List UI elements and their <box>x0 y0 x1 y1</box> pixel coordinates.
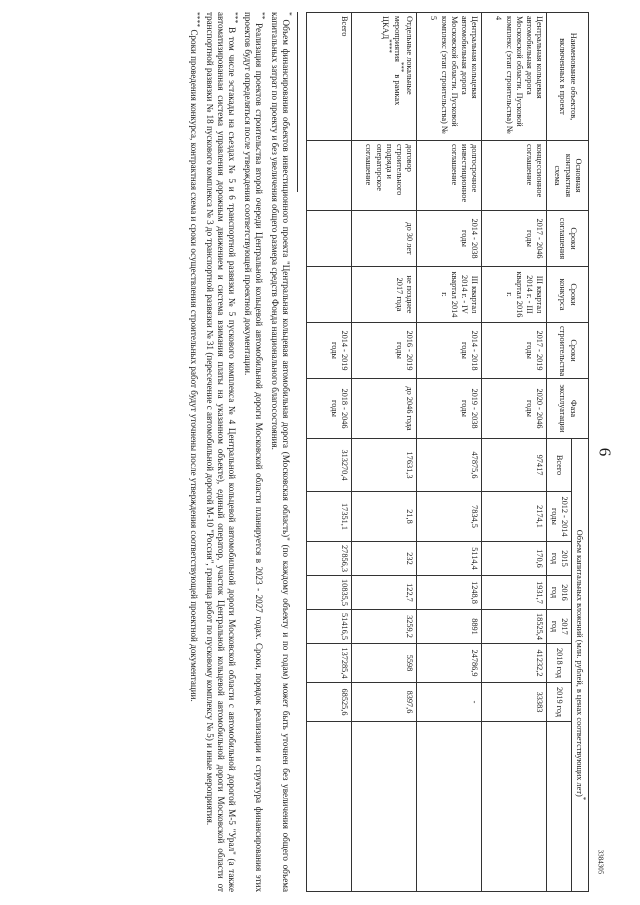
value-year: 122,7 <box>351 576 416 610</box>
empty-cell <box>306 141 351 211</box>
header-year: 2016 год <box>546 576 571 610</box>
header-investment-text: Объем капитальных вложений (млн. рублей, в ценах соответствующих лет) <box>575 529 585 797</box>
agreement-dates: 2014 - 2038 годы <box>416 211 481 267</box>
value-year: 1248,8 <box>416 576 481 610</box>
object-name-suffix: в рамках ЦКАД <box>381 16 403 106</box>
total-value: 51416,5 <box>306 610 351 644</box>
object-name: Центральная кольцевая автомобильная дорога Московской области. Пусковой комплекс (этап строительства) № 5 <box>416 13 481 141</box>
empty-cell <box>306 267 351 323</box>
footnote <box>241 12 267 892</box>
competition-dates: не позднее 2017 года <box>351 267 416 323</box>
header-total: Всего <box>546 439 571 492</box>
footnote-mark: **** <box>193 12 203 28</box>
header-construction-dates: Сроки строительства <box>546 323 588 379</box>
value-total: 97417 <box>481 439 546 492</box>
value-year: 18525,4 <box>481 610 546 644</box>
footnote-mark: *** <box>231 12 241 24</box>
total-label: Всего <box>306 13 351 141</box>
header-year: 2019 год <box>546 683 571 722</box>
value-year: 170,6 <box>481 542 546 576</box>
value-total: 47875,6 <box>416 439 481 492</box>
rotated-page-content <box>69 12 589 892</box>
footnote-rule <box>297 12 298 192</box>
page-number: 6 <box>595 447 615 457</box>
header-year: 2015 год <box>546 542 571 576</box>
value-year: 21,8 <box>351 492 416 542</box>
total-value: 17351,1 <box>306 492 351 542</box>
spacer-cell <box>306 722 351 892</box>
value-year: 24786,9 <box>416 644 481 683</box>
header-name: Наименование объектов, включенных в проект <box>546 13 588 141</box>
object-name <box>351 13 416 141</box>
contract-scheme: договор строительного подряда и операторское соглашение <box>351 141 416 211</box>
contract-scheme: концессионное соглашение <box>481 141 546 211</box>
value-year: - <box>416 683 481 722</box>
total-value: 10835,5 <box>306 576 351 610</box>
value-year: 41232,2 <box>481 644 546 683</box>
table-row <box>416 13 481 892</box>
operation-phase: 2020 - 2046 годы <box>481 379 546 439</box>
header-investment-mark: * <box>579 796 586 801</box>
header-spacer <box>546 722 571 892</box>
footnote-text: Реализация проектов строительства второй очереди Центральной кольцевой автомобильной дороги Московской области планируется в 2023 - 2027 годах. Сроки, порядок реализации и структура финансирования этих проектов будут определяться после утверждения соответствующей проектной документации. <box>242 12 265 892</box>
agreement-dates: 2017 - 2046 годы <box>481 211 546 267</box>
footnote-mark: * <box>284 12 294 16</box>
footnote <box>188 12 202 892</box>
competition-dates: III квартал 2014 г. - IV квартал 2014 г. <box>416 267 481 323</box>
header-competition-dates: Сроки конкурса <box>546 267 588 323</box>
value-year: 5598 <box>351 644 416 683</box>
footnote-mark: *** <box>396 61 404 73</box>
table-row <box>351 13 416 892</box>
construction-dates: 2017 - 2019 годы <box>481 323 546 379</box>
total-operation-phase: 2018 - 2046 годы <box>306 379 351 439</box>
footnote-text: Объем финансирования объектов инвестиционного проекта "Центральная кольцевая автомобильная дорога (Московская область)" (по каждому объекту и по годам) может быть уточнен без увеличения общего объема капитальных затрат по проекту и без увеличения общего размера средств Фонда национального благосостояния. <box>269 12 291 892</box>
total-value: 27856,3 <box>306 542 351 576</box>
competition-dates: III квартал 2014 г. - III квартал 2016 г. <box>481 267 546 323</box>
value-year: 1931,7 <box>481 576 546 610</box>
investment-table <box>306 12 589 892</box>
value-year: 5114,4 <box>416 542 481 576</box>
header-year: 2017 год <box>546 610 571 644</box>
table-row <box>481 13 546 892</box>
construction-dates: 2014 - 2018 годы <box>416 323 481 379</box>
construction-dates: 2016 - 2019 годы <box>351 323 416 379</box>
value-total: 17631,3 <box>351 439 416 492</box>
value-year: 2174,1 <box>481 492 546 542</box>
value-year: 33383 <box>481 683 546 722</box>
scan-code: 3384305 <box>596 849 605 875</box>
value-year: 8397,6 <box>351 683 416 722</box>
footnote-mark: ** <box>258 12 268 20</box>
total-row <box>306 13 351 892</box>
header-operation-phase: Фаза эксплуатации <box>546 379 588 439</box>
total-value: 68525,6 <box>306 683 351 722</box>
total-value: 137285,4 <box>306 644 351 683</box>
footnote-mark: **** <box>384 39 392 53</box>
header-year: 2018 год <box>546 644 571 683</box>
value-year: 232 <box>351 542 416 576</box>
total-construction-dates: 2014 - 2019 годы <box>306 323 351 379</box>
spacer-cell <box>351 722 416 892</box>
footnote-text: Сроки проведения конкурса, контрактная схема и сроки осуществления строительных работ будут уточнены после утверждения соответствующей проектной документации. <box>189 29 200 702</box>
footnote-text: В том числе эстакады на съездах № 5 и 6 транспортной развязки № 5 пускового комплекса № 4 Центральной кольцевой автомобильной дороги Московской области с автомобильной дорогой М-5 "Урал" (а также автоматизированная система управления дорожным движением и система взимания платы на указанном объекте), единый оператор, участок Центральной кольцевой автомобильной дороги Московской области от транспортной развязки № 18 пускового комплекса № 3 до транспортной развязки № 31 (пересечение с автомобильной дорогой М-10 "Россия", граница работ по пусковому комплексу № 5) и иные мероприятия. <box>204 12 238 892</box>
spacer-cell <box>416 722 481 892</box>
total-value: 313270,4 <box>306 439 351 492</box>
object-name-text: Отдельные локальные мероприятия <box>393 16 414 95</box>
value-year: 8891 <box>416 610 481 644</box>
spacer-cell <box>481 722 546 892</box>
object-name: Центральная кольцевая автомобильная дорога Московской области. Пусковой комплекс (этап строительства) № 4 <box>481 13 546 141</box>
footnote <box>203 12 240 892</box>
operation-phase: до 2046 года <box>351 379 416 439</box>
footnotes <box>188 12 298 892</box>
header-agreement-dates: Сроки соглашения <box>546 211 588 267</box>
value-year: 7834,5 <box>416 492 481 542</box>
empty-cell <box>306 211 351 267</box>
operation-phase: 2019 - 2038 годы <box>416 379 481 439</box>
footnote <box>268 12 294 892</box>
header-contract: Основная контрактная схема <box>546 141 588 211</box>
contract-scheme: долгосрочное инвестиционное соглашение <box>416 141 481 211</box>
header-investment-group <box>572 439 589 892</box>
value-year: 3259,2 <box>351 610 416 644</box>
agreement-dates: до 30 лет <box>351 211 416 267</box>
header-year: 2012 - 2014 годы <box>546 492 571 542</box>
